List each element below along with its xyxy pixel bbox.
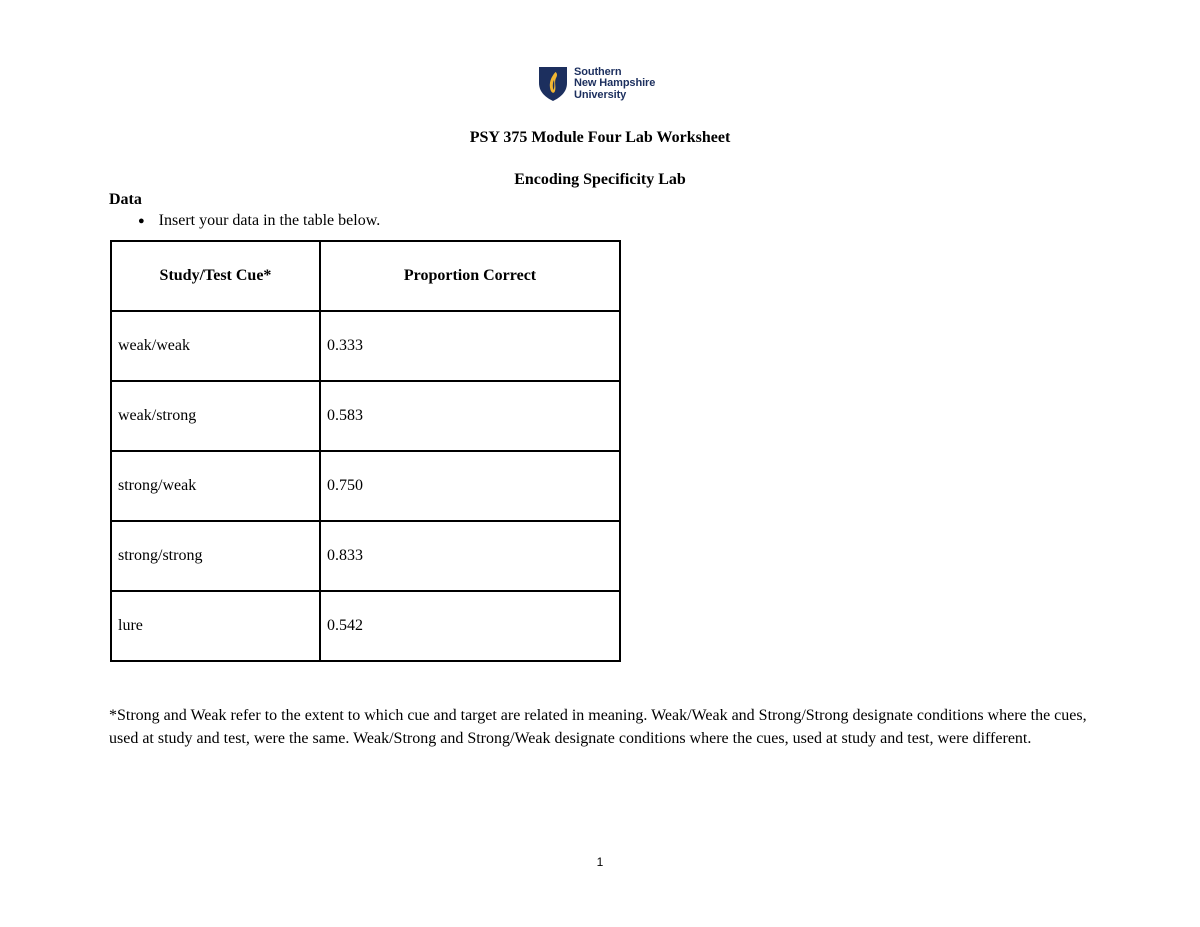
document-title: PSY 375 Module Four Lab Worksheet [469, 129, 731, 146]
shield-flame-icon [538, 66, 568, 102]
instruction-bullet [138, 212, 380, 230]
cue-cell: strong/strong [111, 521, 320, 591]
section-heading-data: Data [109, 191, 142, 208]
proportion-cell: 0.333 [320, 311, 620, 381]
cue-cell: strong/weak [111, 451, 320, 521]
data-table [110, 240, 621, 662]
cue-cell: weak/weak [111, 311, 320, 381]
university-logo [538, 64, 655, 104]
bullet-icon: ● [138, 215, 145, 227]
proportion-cell: 0.750 [320, 451, 620, 521]
table-header-row [111, 241, 620, 311]
logo-line-3: University [574, 88, 627, 101]
logo-wordmark [574, 67, 655, 102]
proportion-cell: 0.833 [320, 521, 620, 591]
instruction-text: Insert your data in the table below. [158, 212, 381, 229]
proportion-cell: 0.542 [320, 591, 620, 661]
proportion-cell: 0.583 [320, 381, 620, 451]
header-proportion-correct: Proportion Correct [320, 241, 620, 311]
table-row [111, 591, 620, 661]
logo-line-2: New Hampshire [574, 77, 656, 90]
table-row [111, 451, 620, 521]
document-subtitle: Encoding Specificity Lab [514, 171, 686, 188]
cue-cell: lure [111, 591, 320, 661]
header-study-test-cue: Study/Test Cue* [111, 241, 320, 311]
logo-line-1: Southern [574, 65, 622, 78]
page-number: 1 [596, 855, 604, 869]
footnote: *Strong and Weak refer to the extent to which cue and target are related in meaning. Weak/Weak and Strong/Strong designate conditions where the cues, used at study and test, were the same. Weak/Strong and Strong/Weak designate conditions where the cues, used at study and test, were different. [109, 707, 1087, 747]
table-row [111, 381, 620, 451]
cue-cell: weak/strong [111, 381, 320, 451]
table-row [111, 521, 620, 591]
table-row [111, 311, 620, 381]
